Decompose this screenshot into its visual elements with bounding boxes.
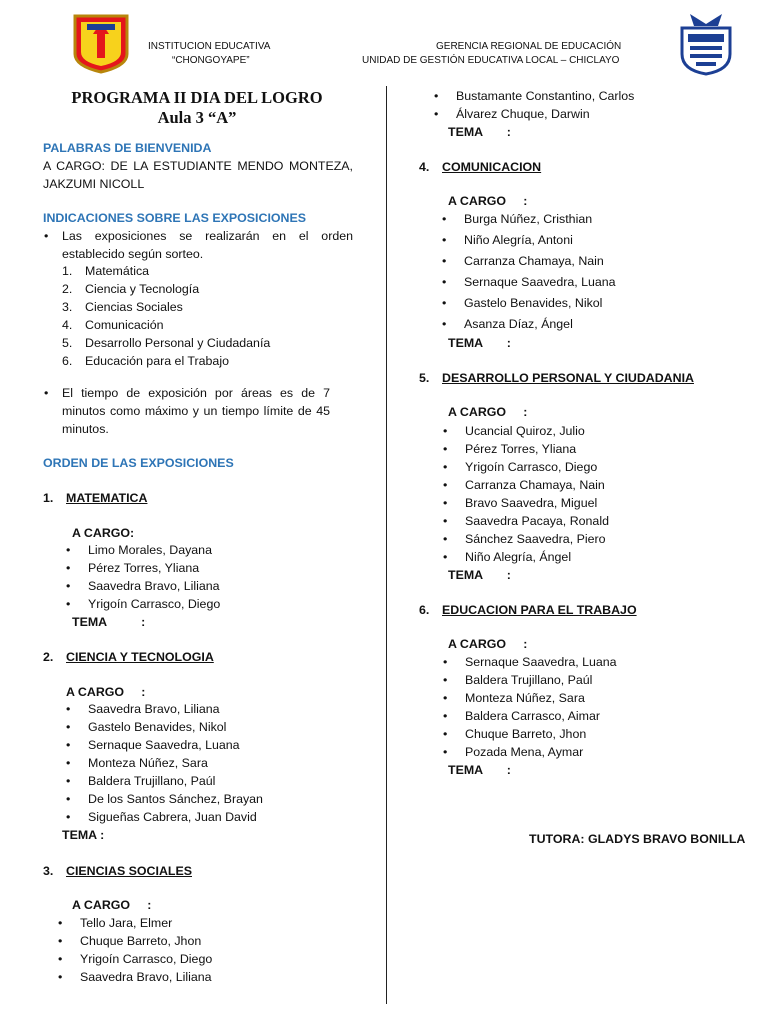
list-item: • Baldera Trujillano, Paúl [66,774,216,788]
section-3-a-cargo: A CARGO : [72,898,152,912]
section-5-tema: TEMA : [448,568,511,582]
bullet-marker: • [443,514,448,528]
bullet-marker: • [58,970,63,984]
bullet-marker: • [66,597,71,611]
list-item: • Niño Alegría, Antoni [464,230,616,251]
bullet-marker: • [434,107,439,121]
list-item: • Saavedra Bravo, Liliana [66,702,220,716]
list-item: • Monteza Núñez, Sara [66,756,208,770]
list-item: • Asanza Díaz, Ángel [464,314,616,335]
list-item: • Monteza Núñez, Sara [443,691,585,705]
list-item: • Carranza Chamaya, Nain [443,478,605,492]
list-item: • Tello Jara, Elmer [58,916,173,930]
list-item: • Sigueñas Cabrera, Juan David [66,810,257,824]
bullet-marker: • [442,254,447,268]
section-1-a-cargo: A CARGO: [72,526,135,540]
section-2-members [66,700,263,826]
list-item: • Burga Núñez, Cristhian [464,209,616,230]
bullet-marker: • [443,496,448,510]
bullet-marker: • [66,702,71,716]
area-item: 4. Comunicación [62,318,164,332]
bullet-marker: • [443,478,448,492]
list-item: • Sernaque Saavedra, Luana [66,738,240,752]
bullet-marker: • [66,810,71,824]
bullet-marker: • [66,579,71,593]
list-item: • Gastelo Benavides, Nikol [66,720,227,734]
bullet-marker: • [66,561,71,575]
list-item: • Chuque Barreto, Jhon [443,727,587,741]
indicaciones-bullet-2: • El tiempo de exposición por áreas es de 7 minutos como máximo y un tiempo límite de 45 minutos. [62,384,330,438]
gerencia-label: GERENCIA REGIONAL DE EDUCACIÓN [436,41,622,52]
list-item: • Baldera Carrasco, Aimar [443,709,600,723]
area-item: 5. Desarrollo Personal y Ciudadanía [62,336,271,350]
list-item: • Pozada Mena, Aymar [443,745,584,759]
institution-label: INSTITUCION EDUCATIVA [148,41,271,52]
column-divider [386,86,387,1004]
list-item: • Yrigoín Carrasco, Diego [66,597,221,611]
bullet-marker: • [443,691,448,705]
list-item: • Carranza Chamaya, Nain [464,251,616,272]
section-5-members [443,422,609,566]
orden-heading: ORDEN DE LAS EXPOSICIONES [43,456,234,470]
list-item: • Baldera Trujillano, Paúl [443,673,593,687]
bullet-marker: • [66,738,71,752]
section-4-tema: TEMA : [448,336,511,350]
section-3-members-left [58,914,213,986]
section-4-title: COMUNICACION [442,160,542,174]
bullet-marker: • [443,673,448,687]
institution-name: “CHONGOYAPE” [172,55,250,66]
list-item: • Saavedra Bravo, Liliana [66,579,220,593]
list-item: • Yrigoín Carrasco, Diego [58,952,213,966]
area-item: 1. Matemática [62,264,150,278]
bullet-marker: • [442,296,447,310]
list-item: • Chuque Barreto, Jhon [58,934,202,948]
list-item: • Yrigoín Carrasco, Diego [443,460,598,474]
bullet-marker: • [443,424,448,438]
area-item: 6. Educación para el Trabajo [62,354,229,368]
bullet-marker: • [443,532,448,546]
section-2-a-cargo: A CARGO : [66,685,146,699]
section-4-a-cargo: A CARGO : [448,194,528,208]
section-2-title: CIENCIA Y TECNOLOGIA [66,650,214,664]
bullet-marker: • [66,792,71,806]
section-6-tema: TEMA : [448,763,511,777]
bullet-marker: • [58,934,63,948]
area-item: 2. Ciencia y Tecnología [62,282,200,296]
list-item: • Pérez Torres, Yliana [66,561,200,575]
ugel-label: UNIDAD DE GESTIÓN EDUCATIVA LOCAL – CHICLAYO [362,55,620,66]
section-3-tema: TEMA : [448,125,511,139]
list-item: • Limo Morales, Dayana [66,543,212,557]
program-title: PROGRAMA II DIA DEL LOGRO [71,88,323,107]
section-1-members [66,541,221,613]
list-item: • Pérez Torres, Yliana [443,442,577,456]
bienvenida-heading: PALABRAS DE BIENVENIDA [43,141,212,155]
bullet-marker: • [443,655,448,669]
bullet-marker: • [443,727,448,741]
list-item: • Bustamante Constantino, Carlos [434,89,635,103]
list-item: • Sernaque Saavedra, Luana [443,655,617,669]
list-item: • Saavedra Pacaya, Ronald [443,514,609,528]
classroom-title: Aula 3 “A” [157,108,237,127]
section-2-number: 2. [43,650,54,664]
bullet-marker: • [443,460,448,474]
tutora-signature: TUTORA: GLADYS BRAVO BONILLA [529,832,746,846]
list-item: • Niño Alegría, Ángel [443,550,572,564]
bienvenida-text: A CARGO: DE LA ESTUDIANTE MENDO MONTEZA, JAKZUMI NICOLL [43,159,353,191]
bullet-marker: • [66,774,71,788]
bullet-marker: • [443,745,448,759]
areas-list [62,262,271,370]
list-item: • Saavedra Bravo, Liliana [58,970,212,984]
bullet-marker: • [442,317,447,331]
list-item: • Álvarez Chuque, Darwin [434,107,590,121]
section-6-members [443,653,617,761]
list-item: • Gastelo Benavides, Nikol [464,293,616,314]
bullet-marker: • [66,543,71,557]
section-1-title: MATEMATICA [66,491,148,505]
section-5-a-cargo: A CARGO : [448,405,528,419]
bullet-marker: • [442,233,447,247]
list-item: • Sernaque Saavedra, Luana [464,272,616,293]
section-3-members-right [434,87,635,123]
bullet-marker: • [442,212,447,226]
bullet-marker: • [66,720,71,734]
section-3-number: 3. [43,864,54,878]
section-4-members [442,209,616,335]
regional-crest [676,10,736,76]
section-5-title: DESARROLLO PERSONAL Y CIUDADANIA [442,371,694,385]
section-2-tema: TEMA : [62,828,105,842]
list-item: • Bravo Saavedra, Miguel [443,496,598,510]
section-1-number: 1. [43,491,54,505]
indicaciones-bullet-1: • Las exposiciones se realizarán en el orden establecido según sorteo. [62,227,353,263]
section-6-title: EDUCACION PARA EL TRABAJO [442,603,637,617]
section-5-number: 5. [419,371,430,385]
bullet-marker: • [442,275,447,289]
section-6-a-cargo: A CARGO : [448,637,528,651]
section-6-number: 6. [419,603,430,617]
bullet-marker: • [443,550,448,564]
school-logo [73,14,129,74]
section-1-tema: TEMA : [72,615,146,629]
list-item: • De los Santos Sánchez, Brayan [66,792,263,806]
bullet-marker: • [434,89,439,103]
bullet-marker: • [443,442,448,456]
bullet-marker: • [443,709,448,723]
indicaciones-heading: INDICACIONES SOBRE LAS EXPOSICIONES [43,211,306,225]
section-4-number: 4. [419,160,430,174]
section-3-title: CIENCIAS SOCIALES [66,864,192,878]
bullet-marker: • [66,756,71,770]
area-item: 3. Ciencias Sociales [62,300,183,314]
bullet-marker: • [58,916,63,930]
list-item: • Ucancial Quiroz, Julio [443,424,585,438]
list-item: • Sánchez Saavedra, Piero [443,532,606,546]
bullet-marker: • [58,952,63,966]
